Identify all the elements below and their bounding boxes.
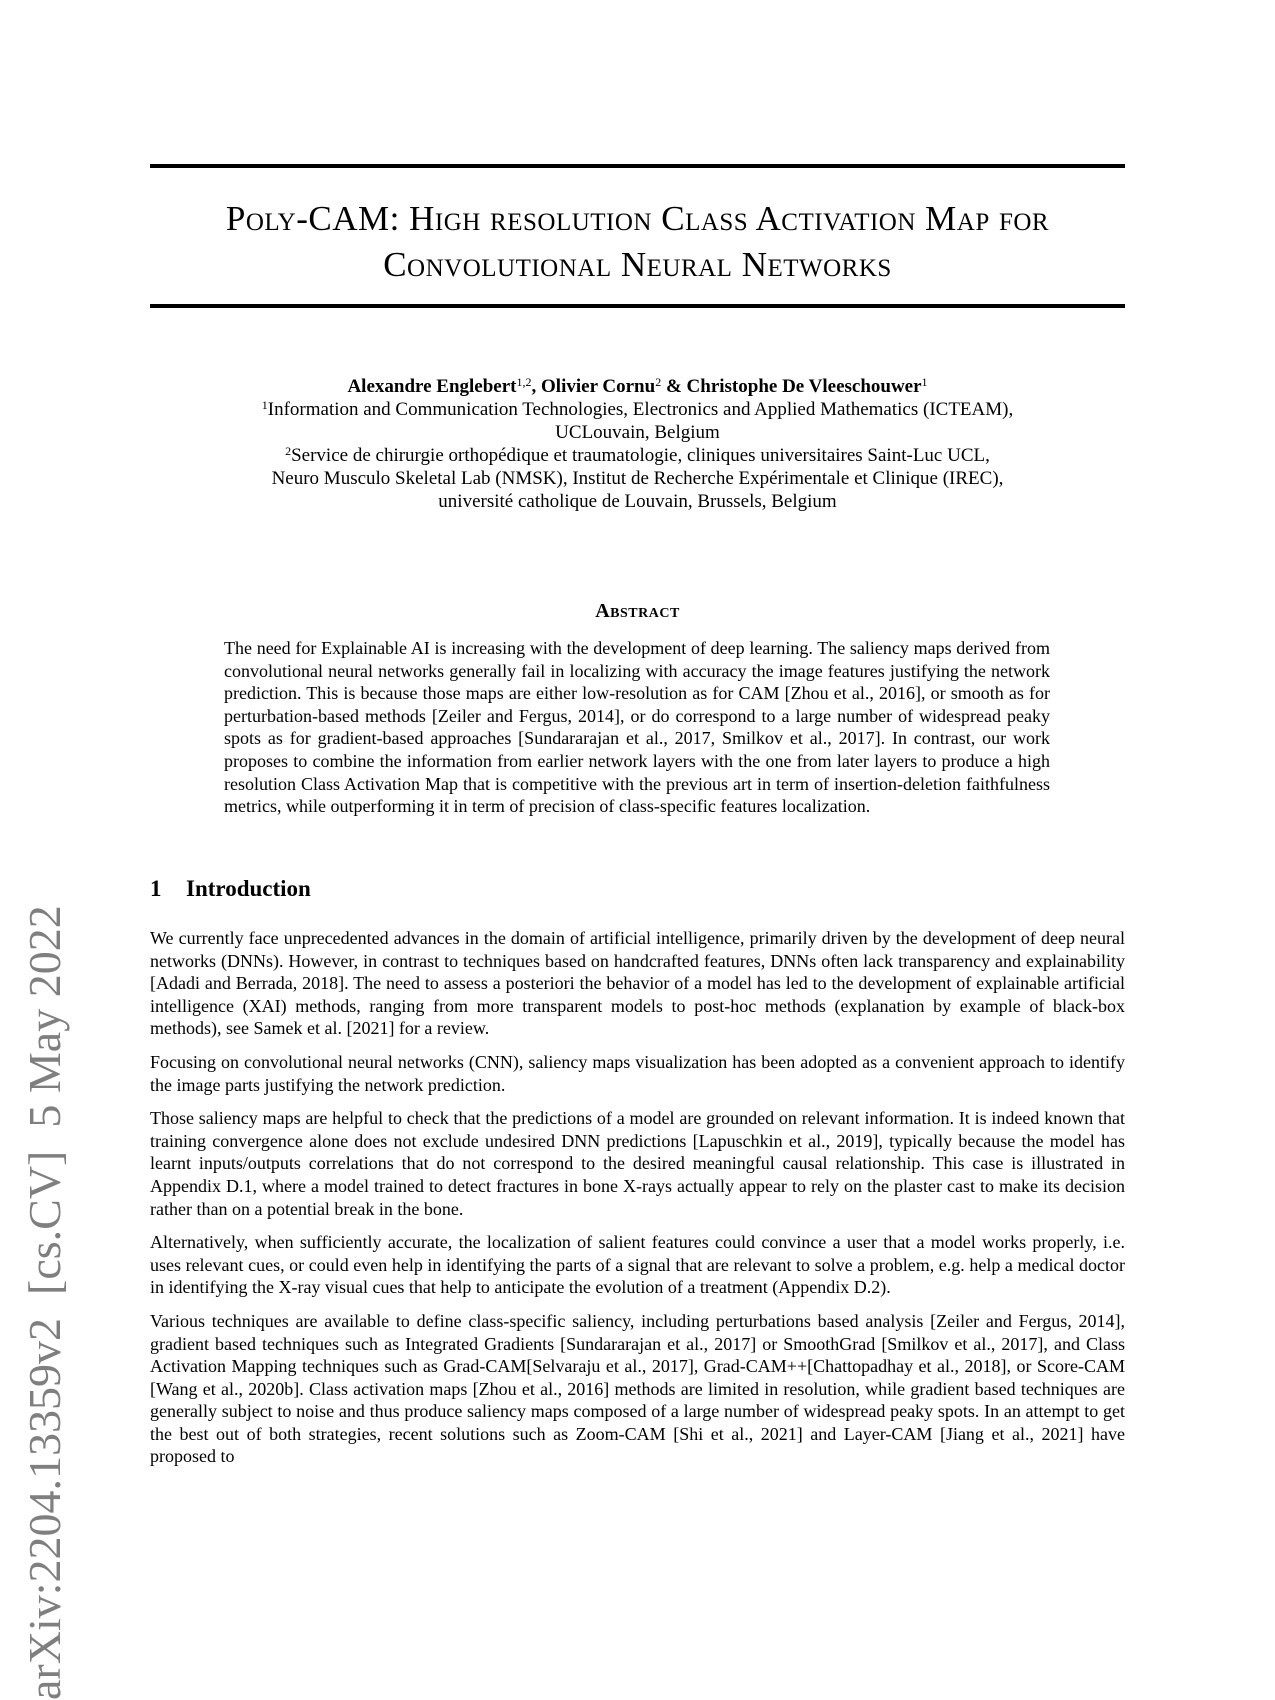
affiliation-marker: 2 [285,444,292,458]
affiliation-line: UCLouvain, Belgium [555,422,720,443]
author-separator: & [661,376,687,397]
affiliation-line: Information and Communication Technologies, Electronics and Applied Mathematics (ICTEAM), [267,399,1014,420]
author-affiliation-marker: 2 [655,375,662,389]
abstract-text: The need for Explainable AI is increasing with the development of deep learning. The saliency maps derived from convolutional neural networks generally fail in localizing with accuracy the image features justifying the network prediction. This is because those maps are either low-resolution as for CAM [Zhou et al., 2016], or smooth as for perturbation-based methods [Zeiler and Fergus, 2014], or do correspond to a large number of widespread peaky spots as for gradient-based approaches [Sundararajan et al., 2017, Smilkov et al., 2017]. In contrast, our work proposes to combine the information from earlier network layers with the one from later layers to produce a high resolution Class Activation Map that is competitive with the previous art in term of insertion-deletion faithfulness metrics, while outperforming it in term of precision of class-specific features localization. [224,638,1050,817]
author-name: Christophe De Vleeschouwer [686,376,922,397]
section-heading-introduction [150,876,311,902]
author-affiliation-marker: 1,2 [516,375,532,389]
author-block [150,375,1125,513]
affiliation-line: Neuro Musculo Skeletal Lab (NMSK), Institut de Recherche Expérimentale et Clinique (IREC), [271,468,1004,489]
author-separator: , [531,376,542,397]
paper-title [150,196,1125,288]
section-title: Introduction [186,876,311,901]
paper-title-line-2: Convolutional Neural Networks [383,245,892,284]
author-affiliation-marker: 1 [921,375,928,389]
body-paragraph: Various techniques are available to define class-specific saliency, including perturbations based analysis [Zeiler and Fergus, 2014], gradient based techniques such as Integrated Gradients [Sundararajan et al., 2017] or SmoothGrad [Smilkov et al., 2017], and Class Activation Mapping techniques such as Grad-CAM[Selvaraju et al., 2017], Grad-CAM++[Chattopadhay et al., 2018], or Score-CAM [Wang et al., 2020b]. Class activation maps [Zhou et al., 2016] methods are limited in resolution, while gradient based techniques are generally subject to noise and thus produce saliency maps composed of a large number of widespread peaky spots. In an attempt to get the best out of both strategies, recent solutions such as Zoom-CAM [Shi et al., 2021] and Layer-CAM [Jiang et al., 2021] have proposed to [150,1310,1125,1467]
affiliation-line: université catholique de Louvain, Brussels, Belgium [438,491,837,512]
body-paragraph: We currently face unprecedented advances in the domain of artificial intelligence, primarily driven by the development of deep neural networks (DNNs). However, in contrast to techniques based on handcrafted features, DNNs often lack transparency and explainability [Adadi and Berrada, 2018]. The need to assess a posteriori the behavior of a model has led to the development of explainable artificial intelligence (XAI) methods, ranging from more transparent models to post-hoc methods (explanation by example of black-box methods), see Samek et al. [2021] for a review. [150,928,1125,1039]
affiliation-line: Service de chirurgie orthopédique et traumatologie, cliniques universitaires Saint-Luc UCL, [291,445,990,466]
author-list [150,375,1125,398]
author-name: Alexandre Englebert [347,376,517,397]
author-name: Olivier Cornu [541,376,656,397]
arxiv-identifier-stamp: arXiv:2204.13359v2 [cs.CV] 5 May 2022 [19,905,70,1700]
affiliation-1 [150,398,1125,421]
body-paragraph: Focusing on convolutional neural networks (CNN), saliency maps visualization has been adopted as a convenient approach to identify the image parts justifying the network prediction. [150,1051,1125,1095]
introduction-body [150,927,1125,1479]
body-paragraph: Those saliency maps are helpful to check that the predictions of a model are grounded on relevant information. It is indeed known that training convergence alone does not exclude undesired DNN predictions [Lapuschkin et al., 2019], typically because the model has learnt inputs/outputs correlations that do not correspond to the desired meaningful causal relationship. This case is illustrated in Appendix D.1, where a model trained to detect fractures in bone X-rays actually appear to rely on the plaster cast to make its decision rather than on a potential break in the bone. [150,1108,1125,1219]
paper-title-line-1: Poly-CAM: High resolution Class Activation Map for [225,199,1050,238]
affiliation-2 [150,444,1125,467]
title-top-rule [150,164,1125,168]
title-bottom-rule [150,304,1125,308]
body-paragraph: Alternatively, when sufficiently accurate, the localization of salient features could convince a user that a model works properly, i.e. uses relevant cues, or could even help in identifying the parts of a signal that are relevant to solve a problem, e.g. help a medical doctor in identifying the X-ray visual cues that help to anticipate the evolution of a treatment (Appendix D.2). [150,1232,1125,1298]
abstract-heading: Abstract [595,600,680,622]
affiliation-marker: 1 [261,398,268,412]
section-number: 1 [150,876,162,901]
